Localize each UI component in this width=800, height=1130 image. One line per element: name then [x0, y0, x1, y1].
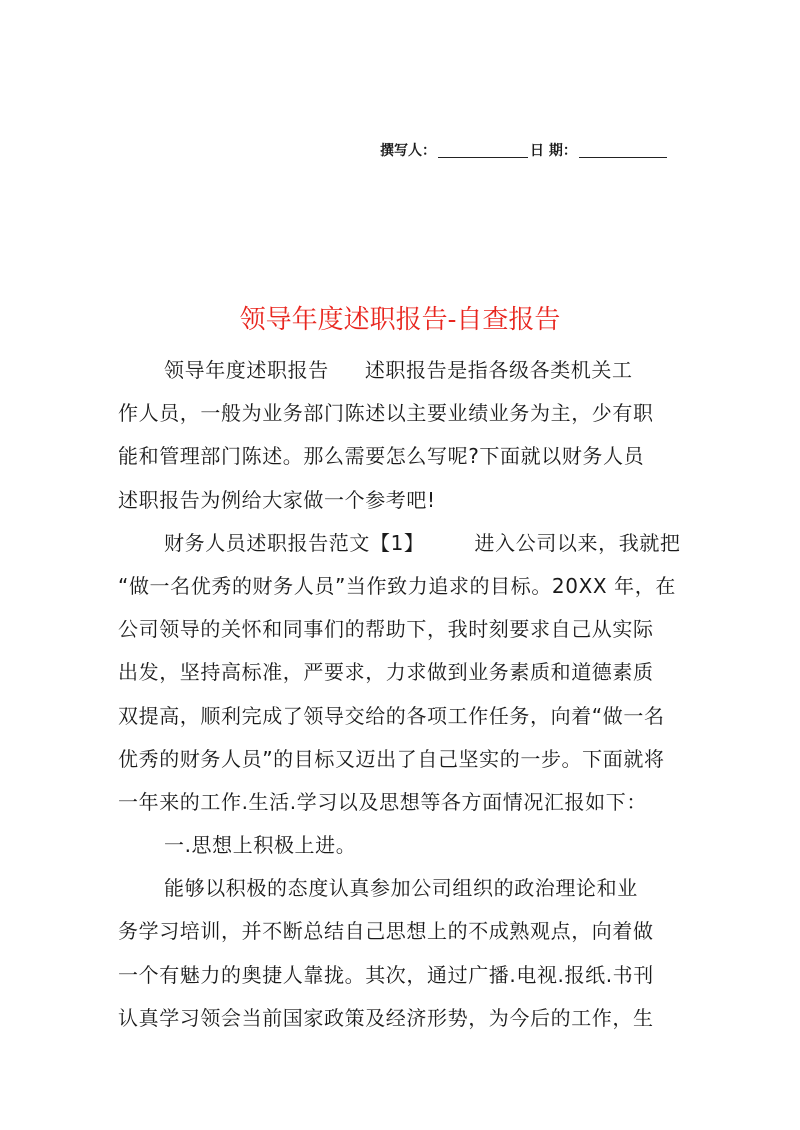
text-line: 作人员，一般为业务部门陈述以主要业绩业务为主，少有职 [118, 401, 654, 426]
text-line: 述职报告为例给大家做一个参考吧! [118, 487, 436, 512]
text-line: 一年来的工作.生活.学习以及思想等各方面情况汇报如下： [118, 789, 647, 814]
date-label: 日 期： [530, 143, 577, 159]
text-run: 述职报告是指各级各类机关工 [364, 358, 633, 382]
text-line: 认真学习领会当前国家政策及经济形势，为今后的工作，生 [118, 1005, 654, 1030]
heading-inline: 领导年度述职报告 [164, 358, 329, 382]
heading-inline: 财务人员述职报告范文【1】 [164, 530, 425, 555]
text-line: 优秀的财务人员”的目标又迈出了自己坚实的一步。下面就将 [118, 746, 665, 771]
text-line: 出发，坚持高标准，严要求，力求做到业务素质和道德素质 [118, 660, 654, 685]
document-title: 领导年度述职报告-自查报告 [239, 305, 561, 335]
signature-line [380, 140, 680, 162]
text-line: 一个有魅力的奥捷人靠拢。其次，通过广播.电视.报纸.书刊 [118, 962, 654, 987]
text-line [118, 349, 692, 392]
text-line: “做一名优秀的财务人员”当作致力追求的目标。20XX 年，在 [118, 573, 676, 598]
date-blank [579, 143, 667, 158]
document-body [118, 349, 692, 1040]
author-label: 撰写人： [380, 143, 436, 159]
text-line [118, 522, 692, 565]
text-line: 双提高，顺利完成了领导交给的各项工作任务，向着“做一名 [118, 703, 665, 728]
text-line: 能和管理部门陈述。那么需要怎么写呢?下面就以财务人员 [118, 444, 645, 469]
text-run: 进入公司以来，我就把 [474, 530, 681, 555]
text-line: 务学习培训，并不断总结自己思想上的不成熟观点，向着做 [118, 919, 654, 944]
text-line: 公司领导的关怀和同事们的帮助下，我时刻要求自己从实际 [118, 617, 654, 642]
text-line: 能够以积极的态度认真参加公司组织的政治理论和业 [164, 876, 638, 901]
section-heading: 一.思想上积极上进。 [164, 833, 357, 858]
author-blank [438, 143, 528, 158]
